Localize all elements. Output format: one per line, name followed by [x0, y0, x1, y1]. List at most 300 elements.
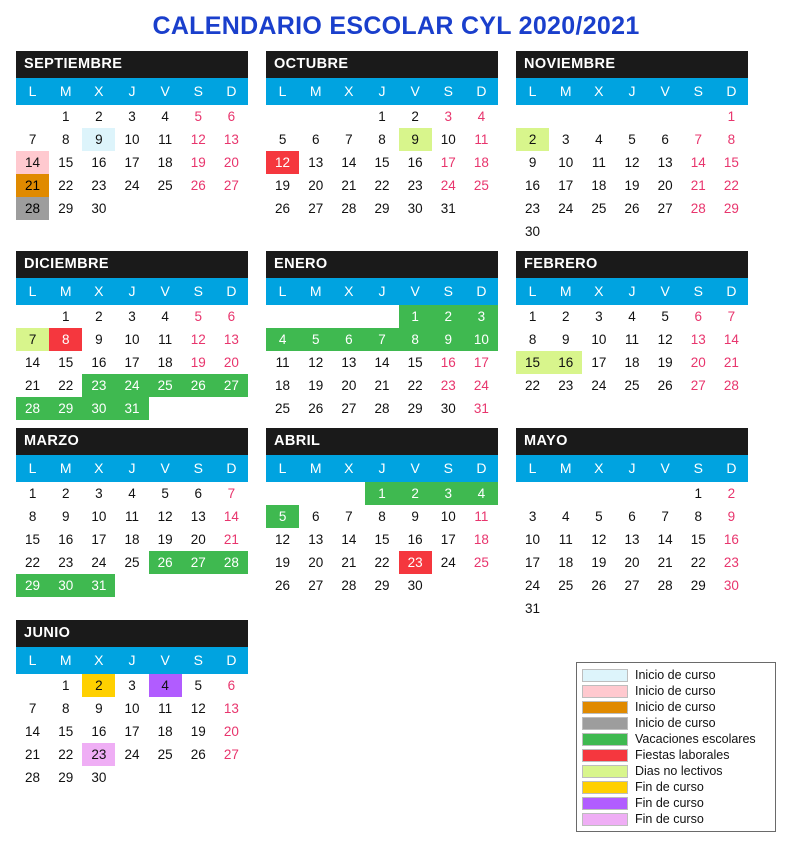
day-cell[interactable]: 12	[624, 155, 640, 170]
day-cell[interactable]: 21	[25, 747, 41, 762]
day-cell[interactable]: 15	[374, 155, 390, 170]
day-cell[interactable]: 26	[591, 578, 607, 593]
day-cell[interactable]: 23	[399, 551, 432, 574]
day-cell[interactable]: 21	[223, 532, 239, 547]
day-cell[interactable]: 6	[227, 678, 236, 693]
day-cell[interactable]: 14	[723, 332, 739, 347]
day-cell[interactable]: 22	[723, 178, 739, 193]
day-cell[interactable]: 4	[477, 109, 486, 124]
day-cell[interactable]: 11	[158, 701, 173, 716]
day-cell[interactable]: 8	[399, 328, 432, 351]
day-cell[interactable]: 28	[341, 201, 357, 216]
day-cell[interactable]: 14	[223, 509, 239, 524]
day-cell[interactable]: 16	[525, 178, 541, 193]
day-cell[interactable]: 22	[58, 747, 74, 762]
day-cell[interactable]: 19	[190, 155, 206, 170]
day-cell[interactable]: 6	[311, 509, 320, 524]
day-cell[interactable]: 6	[628, 509, 636, 524]
day-cell[interactable]: 3	[432, 482, 465, 505]
day-cell[interactable]: 27	[308, 578, 324, 593]
day-cell[interactable]: 26	[190, 747, 206, 762]
day-cell[interactable]: 16	[91, 155, 107, 170]
day-cell[interactable]: 5	[161, 486, 169, 501]
day-cell[interactable]: 12	[266, 151, 299, 174]
day-cell[interactable]: 20	[190, 532, 206, 547]
day-cell[interactable]: 28	[657, 578, 673, 593]
day-cell[interactable]: 8	[28, 509, 37, 524]
day-cell[interactable]: 4	[628, 309, 636, 324]
day-cell[interactable]: 18	[473, 155, 489, 170]
day-cell[interactable]: 19	[624, 178, 640, 193]
day-cell[interactable]: 11	[624, 332, 639, 347]
day-cell[interactable]: 28	[341, 578, 357, 593]
day-cell[interactable]: 21	[690, 178, 706, 193]
day-cell[interactable]: 24	[558, 201, 574, 216]
day-cell[interactable]: 29	[374, 201, 390, 216]
day-cell[interactable]: 21	[25, 378, 41, 393]
day-cell[interactable]: 1	[399, 305, 432, 328]
day-cell[interactable]: 2	[432, 305, 465, 328]
day-cell[interactable]: 9	[411, 509, 419, 524]
day-cell[interactable]: 29	[58, 201, 74, 216]
day-cell[interactable]: 18	[558, 555, 574, 570]
day-cell[interactable]: 9	[399, 128, 432, 151]
day-cell[interactable]: 3	[128, 109, 136, 124]
day-cell[interactable]: 4	[595, 132, 603, 147]
day-cell[interactable]: 7	[727, 309, 736, 324]
day-cell[interactable]: 29	[723, 201, 739, 216]
day-cell[interactable]: 11	[158, 332, 173, 347]
day-cell[interactable]: 22	[690, 555, 706, 570]
day-cell[interactable]: 18	[124, 532, 140, 547]
day-cell[interactable]: 5	[661, 309, 669, 324]
day-cell[interactable]: 14	[690, 155, 706, 170]
day-cell[interactable]: 21	[657, 555, 673, 570]
day-cell[interactable]: 7	[365, 328, 398, 351]
day-cell[interactable]: 16	[91, 724, 107, 739]
day-cell[interactable]: 17	[440, 155, 456, 170]
day-cell[interactable]: 26	[275, 201, 291, 216]
day-cell[interactable]: 27	[624, 578, 640, 593]
day-cell[interactable]: 13	[624, 532, 640, 547]
day-cell[interactable]: 14	[25, 355, 41, 370]
day-cell[interactable]: 27	[223, 178, 239, 193]
day-cell[interactable]: 25	[591, 201, 607, 216]
day-cell[interactable]: 12	[190, 332, 206, 347]
day-cell[interactable]: 11	[591, 155, 606, 170]
day-cell[interactable]: 24	[124, 178, 140, 193]
day-cell[interactable]: 27	[657, 201, 673, 216]
day-cell[interactable]: 25	[473, 178, 489, 193]
day-cell[interactable]: 1	[61, 309, 70, 324]
day-cell[interactable]: 15	[58, 355, 74, 370]
day-cell[interactable]: 11	[474, 132, 489, 147]
day-cell[interactable]: 17	[124, 155, 140, 170]
day-cell[interactable]: 12	[190, 701, 206, 716]
day-cell[interactable]: 8	[694, 509, 703, 524]
day-cell[interactable]: 4	[161, 309, 169, 324]
day-cell[interactable]: 9	[561, 332, 570, 347]
day-cell[interactable]: 25	[558, 578, 574, 593]
day-cell[interactable]: 19	[190, 355, 206, 370]
day-cell[interactable]: 17	[124, 355, 140, 370]
day-cell[interactable]: 26	[308, 401, 324, 416]
day-cell[interactable]: 25	[157, 747, 173, 762]
day-cell[interactable]: 8	[727, 132, 736, 147]
day-cell[interactable]: 15	[58, 155, 74, 170]
day-cell[interactable]: 12	[308, 355, 324, 370]
day-cell[interactable]: 9	[432, 328, 465, 351]
day-cell[interactable]: 13	[657, 155, 673, 170]
day-cell[interactable]: 26	[657, 378, 673, 393]
day-cell[interactable]: 25	[149, 374, 182, 397]
day-cell[interactable]: 7	[345, 509, 353, 524]
day-cell[interactable]: 22	[525, 378, 541, 393]
day-cell[interactable]: 7	[661, 509, 669, 524]
day-cell[interactable]: 26	[149, 551, 182, 574]
day-cell[interactable]: 5	[628, 132, 636, 147]
day-cell[interactable]: 5	[266, 505, 299, 528]
day-cell[interactable]: 18	[275, 378, 291, 393]
day-cell[interactable]: 29	[58, 770, 74, 785]
day-cell[interactable]: 23	[58, 555, 74, 570]
day-cell[interactable]: 5	[194, 309, 203, 324]
day-cell[interactable]: 31	[525, 601, 541, 616]
day-cell[interactable]: 12	[591, 532, 607, 547]
day-cell[interactable]: 26	[190, 178, 206, 193]
day-cell[interactable]: 13	[690, 332, 706, 347]
day-cell[interactable]: 13	[223, 701, 239, 716]
day-cell[interactable]: 14	[16, 151, 49, 174]
day-cell[interactable]: 20	[624, 555, 640, 570]
day-cell[interactable]: 22	[25, 555, 41, 570]
day-cell[interactable]: 6	[227, 309, 236, 324]
day-cell[interactable]: 20	[308, 178, 324, 193]
day-cell[interactable]: 10	[465, 328, 498, 351]
day-cell[interactable]: 19	[275, 178, 291, 193]
day-cell[interactable]: 15	[374, 532, 390, 547]
day-cell[interactable]: 28	[215, 551, 248, 574]
day-cell[interactable]: 20	[308, 555, 324, 570]
day-cell[interactable]: 16	[549, 351, 582, 374]
day-cell[interactable]: 19	[308, 378, 324, 393]
day-cell[interactable]: 23	[525, 201, 541, 216]
day-cell[interactable]: 7	[694, 132, 703, 147]
day-cell[interactable]: 23	[407, 178, 423, 193]
day-cell[interactable]: 7	[28, 701, 37, 716]
day-cell[interactable]: 17	[558, 178, 574, 193]
day-cell[interactable]: 22	[407, 378, 423, 393]
day-cell[interactable]: 30	[82, 397, 115, 420]
day-cell[interactable]: 11	[558, 532, 573, 547]
day-cell[interactable]: 5	[194, 109, 203, 124]
day-cell[interactable]: 15	[58, 724, 74, 739]
day-cell[interactable]: 5	[194, 678, 203, 693]
day-cell[interactable]: 25	[624, 378, 640, 393]
day-cell[interactable]: 23	[82, 743, 115, 766]
day-cell[interactable]: 16	[407, 532, 423, 547]
day-cell[interactable]: 2	[561, 309, 570, 324]
day-cell[interactable]: 21	[374, 378, 390, 393]
day-cell[interactable]: 15	[25, 532, 41, 547]
day-cell[interactable]: 5	[278, 132, 287, 147]
day-cell[interactable]: 29	[374, 578, 390, 593]
day-cell[interactable]: 30	[525, 224, 541, 239]
day-cell[interactable]: 19	[157, 532, 173, 547]
day-cell[interactable]: 31	[440, 201, 456, 216]
day-cell[interactable]: 2	[516, 128, 549, 151]
day-cell[interactable]: 26	[624, 201, 640, 216]
day-cell[interactable]: 2	[95, 109, 103, 124]
day-cell[interactable]: 22	[374, 178, 390, 193]
day-cell[interactable]: 19	[591, 555, 607, 570]
day-cell[interactable]: 5	[299, 328, 332, 351]
day-cell[interactable]: 28	[374, 401, 390, 416]
day-cell[interactable]: 24	[124, 747, 140, 762]
day-cell[interactable]: 16	[440, 355, 456, 370]
day-cell[interactable]: 4	[266, 328, 299, 351]
day-cell[interactable]: 10	[591, 332, 607, 347]
day-cell[interactable]: 18	[157, 155, 173, 170]
day-cell[interactable]: 10	[124, 132, 140, 147]
day-cell[interactable]: 7	[28, 132, 37, 147]
day-cell[interactable]: 25	[275, 401, 291, 416]
day-cell[interactable]: 4	[465, 482, 498, 505]
day-cell[interactable]: 2	[727, 486, 736, 501]
day-cell[interactable]: 17	[440, 532, 456, 547]
day-cell[interactable]: 8	[61, 132, 70, 147]
day-cell[interactable]: 2	[95, 309, 103, 324]
day-cell[interactable]: 15	[407, 355, 423, 370]
day-cell[interactable]: 30	[407, 201, 423, 216]
day-cell[interactable]: 24	[525, 578, 541, 593]
day-cell[interactable]: 27	[223, 747, 239, 762]
day-cell[interactable]: 13	[190, 509, 206, 524]
day-cell[interactable]: 1	[727, 109, 736, 124]
day-cell[interactable]: 4	[128, 486, 136, 501]
day-cell[interactable]: 6	[227, 109, 236, 124]
day-cell[interactable]: 6	[694, 309, 703, 324]
day-cell[interactable]: 6	[194, 486, 203, 501]
day-cell[interactable]: 23	[440, 378, 456, 393]
day-cell[interactable]: 8	[61, 701, 70, 716]
day-cell[interactable]: 12	[275, 532, 291, 547]
day-cell[interactable]: 10	[558, 155, 574, 170]
day-cell[interactable]: 2	[411, 109, 419, 124]
day-cell[interactable]: 4	[561, 509, 570, 524]
day-cell[interactable]: 28	[16, 397, 49, 420]
day-cell[interactable]: 3	[561, 132, 570, 147]
day-cell[interactable]: 18	[624, 355, 640, 370]
day-cell[interactable]: 17	[124, 724, 140, 739]
day-cell[interactable]: 24	[115, 374, 148, 397]
day-cell[interactable]: 14	[25, 724, 41, 739]
day-cell[interactable]: 17	[525, 555, 541, 570]
day-cell[interactable]: 30	[91, 201, 107, 216]
day-cell[interactable]: 8	[378, 132, 386, 147]
day-cell[interactable]: 10	[525, 532, 541, 547]
day-cell[interactable]: 14	[341, 532, 357, 547]
day-cell[interactable]: 1	[378, 109, 386, 124]
day-cell[interactable]: 23	[91, 178, 107, 193]
day-cell[interactable]: 28	[16, 197, 49, 220]
day-cell[interactable]: 20	[341, 378, 357, 393]
day-cell[interactable]: 20	[657, 178, 673, 193]
day-cell[interactable]: 30	[723, 578, 739, 593]
day-cell[interactable]: 29	[690, 578, 706, 593]
day-cell[interactable]: 24	[440, 178, 456, 193]
day-cell[interactable]: 21	[341, 555, 357, 570]
day-cell[interactable]: 26	[182, 374, 215, 397]
day-cell[interactable]: 27	[215, 374, 248, 397]
day-cell[interactable]: 12	[190, 132, 206, 147]
day-cell[interactable]: 30	[91, 770, 107, 785]
day-cell[interactable]: 3	[128, 309, 136, 324]
day-cell[interactable]: 21	[341, 178, 357, 193]
day-cell[interactable]: 10	[440, 132, 456, 147]
day-cell[interactable]: 25	[473, 555, 489, 570]
day-cell[interactable]: 11	[275, 355, 290, 370]
day-cell[interactable]: 20	[223, 724, 239, 739]
day-cell[interactable]: 30	[440, 401, 456, 416]
day-cell[interactable]: 2	[399, 482, 432, 505]
day-cell[interactable]: 3	[595, 309, 603, 324]
day-cell[interactable]: 20	[223, 155, 239, 170]
day-cell[interactable]: 31	[473, 401, 489, 416]
day-cell[interactable]: 30	[407, 578, 423, 593]
day-cell[interactable]: 2	[82, 674, 115, 697]
day-cell[interactable]: 6	[311, 132, 320, 147]
day-cell[interactable]: 19	[190, 724, 206, 739]
day-cell[interactable]: 7	[16, 328, 49, 351]
day-cell[interactable]: 24	[591, 378, 607, 393]
day-cell[interactable]: 9	[95, 701, 103, 716]
day-cell[interactable]: 3	[465, 305, 498, 328]
day-cell[interactable]: 19	[657, 355, 673, 370]
day-cell[interactable]: 10	[124, 332, 140, 347]
day-cell[interactable]: 19	[275, 555, 291, 570]
day-cell[interactable]: 25	[124, 555, 140, 570]
day-cell[interactable]: 9	[727, 509, 736, 524]
day-cell[interactable]: 27	[341, 401, 357, 416]
day-cell[interactable]: 11	[158, 132, 173, 147]
day-cell[interactable]: 22	[374, 555, 390, 570]
day-cell[interactable]: 31	[82, 574, 115, 597]
day-cell[interactable]: 13	[308, 155, 324, 170]
day-cell[interactable]: 16	[407, 155, 423, 170]
day-cell[interactable]: 11	[474, 509, 489, 524]
day-cell[interactable]: 13	[223, 332, 239, 347]
day-cell[interactable]: 9	[528, 155, 537, 170]
day-cell[interactable]: 14	[341, 155, 357, 170]
day-cell[interactable]: 15	[516, 351, 549, 374]
day-cell[interactable]: 9	[82, 128, 115, 151]
day-cell[interactable]: 5	[595, 509, 603, 524]
day-cell[interactable]: 10	[124, 701, 140, 716]
day-cell[interactable]: 16	[58, 532, 74, 547]
day-cell[interactable]: 15	[723, 155, 739, 170]
day-cell[interactable]: 2	[61, 486, 70, 501]
day-cell[interactable]: 17	[591, 355, 607, 370]
day-cell[interactable]: 10	[91, 509, 107, 524]
day-cell[interactable]: 1	[61, 678, 70, 693]
day-cell[interactable]: 21	[16, 174, 49, 197]
day-cell[interactable]: 23	[558, 378, 574, 393]
day-cell[interactable]: 1	[61, 109, 70, 124]
day-cell[interactable]: 27	[308, 201, 324, 216]
day-cell[interactable]: 13	[341, 355, 357, 370]
day-cell[interactable]: 10	[440, 509, 456, 524]
day-cell[interactable]: 28	[25, 770, 41, 785]
day-cell[interactable]: 7	[227, 486, 236, 501]
day-cell[interactable]: 27	[690, 378, 706, 393]
day-cell[interactable]: 8	[528, 332, 537, 347]
day-cell[interactable]: 3	[95, 486, 103, 501]
day-cell[interactable]: 18	[591, 178, 607, 193]
day-cell[interactable]: 27	[182, 551, 215, 574]
day-cell[interactable]: 3	[528, 509, 537, 524]
day-cell[interactable]: 22	[58, 378, 74, 393]
day-cell[interactable]: 13	[223, 132, 239, 147]
day-cell[interactable]: 28	[723, 378, 739, 393]
day-cell[interactable]: 25	[157, 178, 173, 193]
day-cell[interactable]: 8	[49, 328, 82, 351]
day-cell[interactable]: 15	[690, 532, 706, 547]
day-cell[interactable]: 24	[440, 555, 456, 570]
day-cell[interactable]: 6	[332, 328, 365, 351]
day-cell[interactable]: 13	[308, 532, 324, 547]
day-cell[interactable]: 28	[690, 201, 706, 216]
day-cell[interactable]: 18	[157, 355, 173, 370]
day-cell[interactable]: 21	[723, 355, 739, 370]
day-cell[interactable]: 7	[345, 132, 353, 147]
day-cell[interactable]: 22	[58, 178, 74, 193]
day-cell[interactable]: 4	[149, 674, 182, 697]
day-cell[interactable]: 17	[91, 532, 107, 547]
day-cell[interactable]: 16	[91, 355, 107, 370]
day-cell[interactable]: 9	[61, 509, 70, 524]
day-cell[interactable]: 24	[473, 378, 489, 393]
day-cell[interactable]: 3	[444, 109, 453, 124]
day-cell[interactable]: 1	[365, 482, 398, 505]
day-cell[interactable]: 30	[49, 574, 82, 597]
day-cell[interactable]: 14	[374, 355, 390, 370]
day-cell[interactable]: 12	[657, 332, 673, 347]
day-cell[interactable]: 1	[528, 309, 537, 324]
day-cell[interactable]: 26	[275, 578, 291, 593]
day-cell[interactable]: 29	[407, 401, 423, 416]
day-cell[interactable]: 17	[473, 355, 489, 370]
day-cell[interactable]: 18	[473, 532, 489, 547]
day-cell[interactable]: 31	[115, 397, 148, 420]
day-cell[interactable]: 1	[28, 486, 37, 501]
day-cell[interactable]: 16	[723, 532, 739, 547]
day-cell[interactable]: 23	[723, 555, 739, 570]
day-cell[interactable]: 20	[690, 355, 706, 370]
day-cell[interactable]: 8	[378, 509, 386, 524]
day-cell[interactable]: 6	[661, 132, 669, 147]
day-cell[interactable]: 29	[49, 397, 82, 420]
day-cell[interactable]: 24	[91, 555, 107, 570]
day-cell[interactable]: 12	[157, 509, 173, 524]
day-cell[interactable]: 4	[161, 109, 169, 124]
day-cell[interactable]: 18	[157, 724, 173, 739]
day-cell[interactable]: 23	[82, 374, 115, 397]
day-cell[interactable]: 1	[694, 486, 703, 501]
day-cell[interactable]: 14	[657, 532, 673, 547]
day-cell[interactable]: 29	[16, 574, 49, 597]
day-cell[interactable]: 3	[128, 678, 136, 693]
